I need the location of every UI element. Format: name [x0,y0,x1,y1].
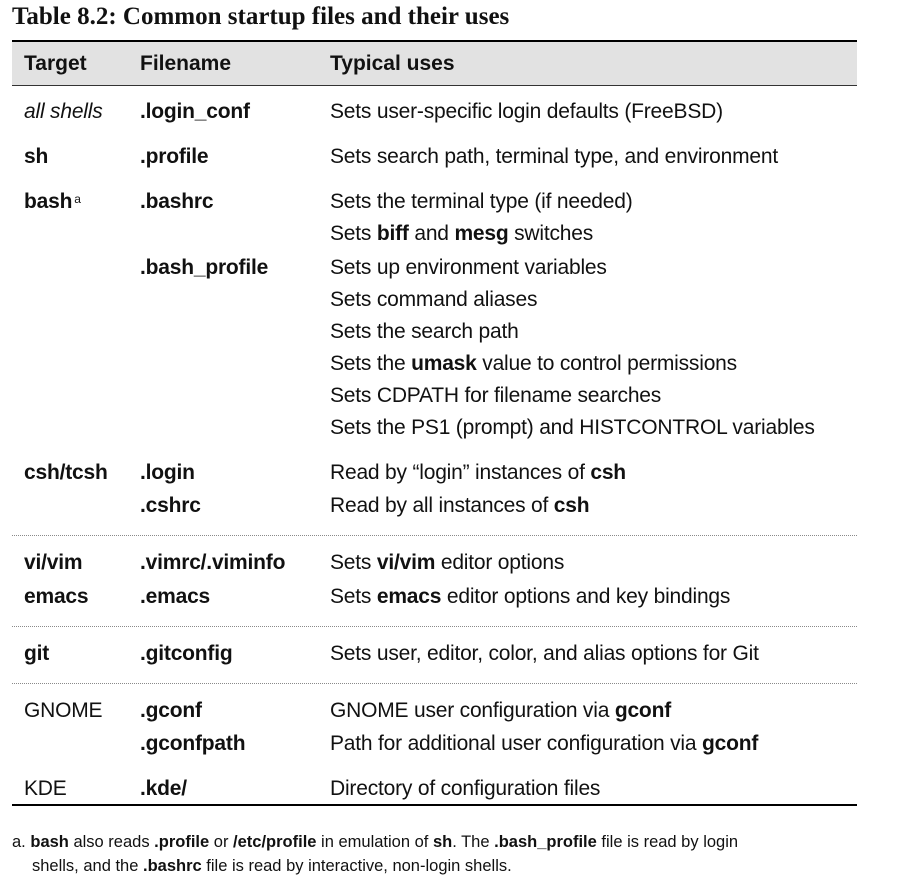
row-bash-use-3: Sets up environment variables [330,256,607,279]
row-csh-filename-cshrc: .cshrc [140,494,201,517]
text: GNOME user configuration via [330,699,615,722]
text: Read by all instances of [330,494,554,517]
text: file is read by interactive, non-login shells. [201,857,512,875]
row-bash-use-7: Sets CDPATH for filename searches [330,384,662,407]
table-footnote [12,830,892,878]
row-sh-filename: .profile [140,145,209,168]
row-vi-use [330,549,564,577]
command-gconf: gconf [701,732,759,755]
bash-target-label: bash [24,190,73,213]
text: shells, and the [32,857,143,875]
row-bash-filename-bash-profile: .bash_profile [140,256,269,279]
text: sh [432,833,453,851]
row-csh-use-2 [330,492,589,520]
row-bash-use-5: Sets the search path [330,320,519,343]
row-vi-filename: .vimrc/.viminfo [140,551,286,574]
command-mesg: mesg [454,222,509,245]
row-csh-use-1 [330,459,626,487]
row-bash-use-1: Sets the terminal type (if needed) [330,190,633,213]
text: file is read by login [596,833,739,851]
row-bash-use-8: Sets the PS1 (prompt) and HISTCONTROL variables [330,416,815,439]
text: Sets [330,222,377,245]
table-header-rule [12,85,857,86]
group-divider [12,535,857,536]
command-csh: csh [590,461,626,484]
row-sh-use: Sets search path, terminal type, and environment [330,145,778,168]
row-all-shells-filename: .login_conf [140,100,250,123]
footnote-mark: a [74,192,81,206]
table-bottom-rule [12,804,857,806]
text: also reads [68,833,155,851]
table-title: Table 8.2: Common startup files and their uses [12,3,510,30]
row-bash-use-4: Sets command aliases [330,288,538,311]
row-bash-filename-bashrc: .bashrc [140,190,214,213]
header-filename: Filename [140,52,232,75]
row-bash-use-6 [330,350,737,378]
text: /etc/profile [233,833,317,851]
text: and [408,222,455,245]
footnote-label: a. [12,833,26,851]
row-kde-target: KDE [24,777,67,800]
row-bash-use-2 [330,220,593,248]
text: in emulation of [316,833,433,851]
footnote-line-1 [12,830,892,854]
text: or [209,833,234,851]
command-gconf: gconf [614,699,671,722]
footnote-line-2 [12,854,892,878]
row-gnome-target: GNOME [24,699,103,722]
command-vi-vim: vi/vim [376,551,436,574]
row-gnome-use-1 [330,697,671,725]
row-bash-target [24,188,81,216]
row-csh-filename-login: .login [140,461,195,484]
text: Path for additional user configuration via [330,732,702,755]
row-emacs-target: emacs [24,585,89,608]
row-csh-target: csh/tcsh [24,461,108,484]
text: .bashrc [143,857,202,875]
header-target: Target [24,52,87,75]
text: value to control permissions [476,352,737,375]
command-umask: umask [411,352,477,375]
row-gnome-filename-gconfpath: .gconfpath [140,732,246,755]
command-emacs: emacs [376,585,442,608]
text: editor options and key bindings [441,585,731,608]
row-all-shells-target: all shells [24,100,103,123]
row-gnome-filename-gconf: .gconf [140,699,202,722]
group-divider [12,683,857,684]
text: Sets [330,551,377,574]
row-kde-filename: .kde/ [140,777,187,800]
row-vi-target: vi/vim [24,551,83,574]
text: . The [452,833,495,851]
row-gnome-use-2 [330,730,758,758]
row-sh-target: sh [24,145,49,168]
row-git-use: Sets user, editor, color, and alias options for Git [330,642,759,665]
row-emacs-use [330,583,730,611]
command-biff: biff [376,222,409,245]
text: .bash_profile [494,833,597,851]
row-all-shells-use: Sets user-specific login defaults (FreeBSD) [330,100,723,123]
text: bash [30,833,69,851]
row-emacs-filename: .emacs [140,585,211,608]
row-git-target: git [24,642,50,665]
row-kde-use: Directory of configuration files [330,777,601,800]
text: editor options [435,551,565,574]
text: switches [508,222,594,245]
row-git-filename: .gitconfig [140,642,233,665]
command-csh: csh [553,494,590,517]
text: .profile [154,833,210,851]
header-typical-uses: Typical uses [330,52,455,75]
text: Read by “login” instances of [330,461,591,484]
group-divider [12,626,857,627]
text: Sets the [330,352,412,375]
text: Sets [330,585,377,608]
